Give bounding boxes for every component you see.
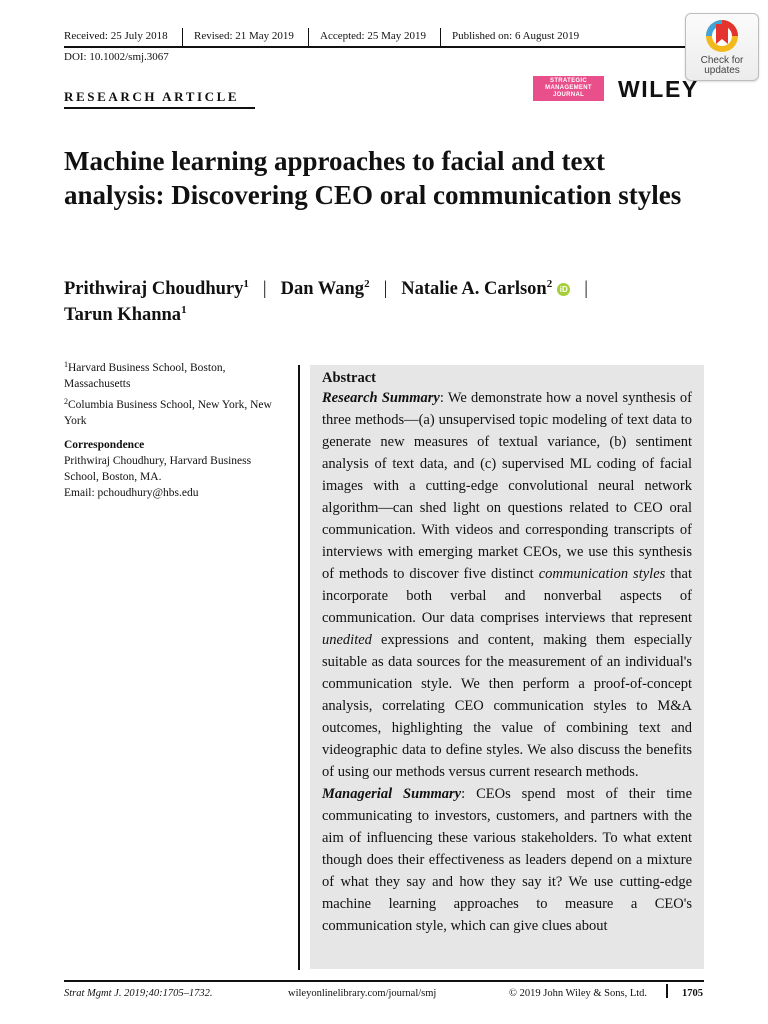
correspondence-heading: Correspondence — [64, 439, 145, 451]
footer-divider — [666, 984, 668, 998]
article-title: Machine learning approaches to facial and text analysis: Discovering CEO oral communication styles — [64, 146, 682, 210]
article-type-underline — [64, 107, 255, 109]
doi-link[interactable]: DOI: 10.1002/smj.3067 — [64, 51, 169, 63]
managerial-summary-label: Managerial Summary — [322, 786, 462, 802]
accepted-date: Accepted: 25 May 2019 — [320, 30, 426, 42]
publisher-logo: WILEY — [618, 76, 699, 102]
publication-history — [64, 28, 704, 46]
copyright: © 2019 John Wiley & Sons, Ltd. — [509, 988, 648, 999]
revised-date: Revised: 21 May 2019 — [194, 30, 294, 42]
journal-citation: Strat Mgmt J. 2019;40:1705–1732. — [64, 988, 213, 999]
history-divider — [440, 28, 441, 46]
journal-logo-line: JOURNAL — [552, 92, 585, 98]
author-name[interactable]: Tarun Khanna$^1$ — [64, 304, 187, 325]
abstract-divider — [298, 365, 300, 970]
check-for-updates-button[interactable] — [685, 13, 759, 81]
abstract-heading: Abstract — [322, 370, 376, 386]
author-list — [64, 276, 704, 328]
affiliation-marker: 1 — [243, 278, 249, 290]
author-separator: | — [584, 279, 588, 299]
published-date: Published on: 6 August 2019 — [452, 30, 580, 42]
crossmark-label: Check for — [700, 55, 744, 66]
affiliations — [64, 360, 284, 501]
header-rule — [64, 46, 704, 48]
author-separator: | — [383, 279, 388, 299]
article-type-label: RESEARCH ARTICLE — [64, 89, 240, 104]
research-summary-label: Research Summary — [322, 390, 440, 406]
journal-logo-line: MANAGEMENT — [545, 85, 592, 91]
correspondence-email[interactable]: Email: pchoudhury@hbs.edu — [64, 487, 199, 499]
affiliation-marker: 2 — [546, 278, 553, 290]
author-name[interactable]: Prithwiraj Choudhury$^1$ — [64, 278, 249, 299]
crossmark-icon — [704, 18, 740, 54]
journal-url[interactable]: wileyonlinelibrary.com/journal/smj — [288, 988, 437, 999]
history-divider — [308, 28, 309, 46]
abstract-box — [310, 365, 704, 969]
affiliation-item: $^2$Columbia Business School, New York, New York — [64, 397, 272, 427]
research-summary: Research Summary: We demonstrate how a novel synthesis of three methods—(a) unsupervised topic modeling of text data to generate new measures of textual variance, (b) sentiment analysis of text data, and (c) supervised ML coding of facial images with a cutting-edge convolutional neural network algorithm—can shed light on questions related to CEO oral communication. With videos and corresponding transcripts of interviews with emerging market CEOs, we use this synthesis of methods to discover five distinct communication styles that incorporate both verbal and nonverbal aspects of communication. Our data comprises interviews that represent unedited expressions and content, making them especially suitable as data sources for the measurement of an individual's communication style. We then perform a proof-of-concept analysis, correlating CEO communication styles to M&A outcomes, highlighting the value of combining text and videographic data to define styles. We also discuss the benefits of using our methods versus current research methods. — [322, 390, 693, 780]
managerial-summary: Managerial Summary: CEOs spend most of their time communicating to investors, customers, and partners with the aim of influencing these various stakeholders. To what extent though does their effectiveness as leaders depend on a mixture of what they say and how they say it? We use cutting-edge machine learning approaches to measure a CEO's communication style, which can give clues about — [322, 786, 692, 934]
author-separator: | — [262, 279, 267, 299]
crossmark-label: updates — [704, 65, 740, 76]
affiliation-marker: 1 — [181, 304, 187, 316]
author-name[interactable]: Dan Wang$^2$ — [280, 278, 370, 299]
footer-rule — [64, 980, 704, 982]
correspondence-address: Prithwiraj Choudhury, Harvard Business School, Boston, MA. Email: pchoudhury@hbs.edu — [64, 455, 252, 499]
journal-logo-line: STRATEGIC — [550, 78, 587, 84]
page-number: 1705 — [682, 988, 703, 999]
affiliation-marker: 2 — [364, 278, 370, 290]
received-date: Received: 25 July 2018 — [64, 30, 168, 42]
history-divider — [182, 28, 183, 46]
journal-logo — [533, 76, 604, 101]
orcid-icon[interactable]: iD — [557, 283, 570, 296]
affiliation-item: $^1$Harvard Business School, Boston, Massachusetts — [64, 360, 226, 390]
author-name[interactable]: Natalie A. Carlson$^2$ — [401, 278, 553, 299]
